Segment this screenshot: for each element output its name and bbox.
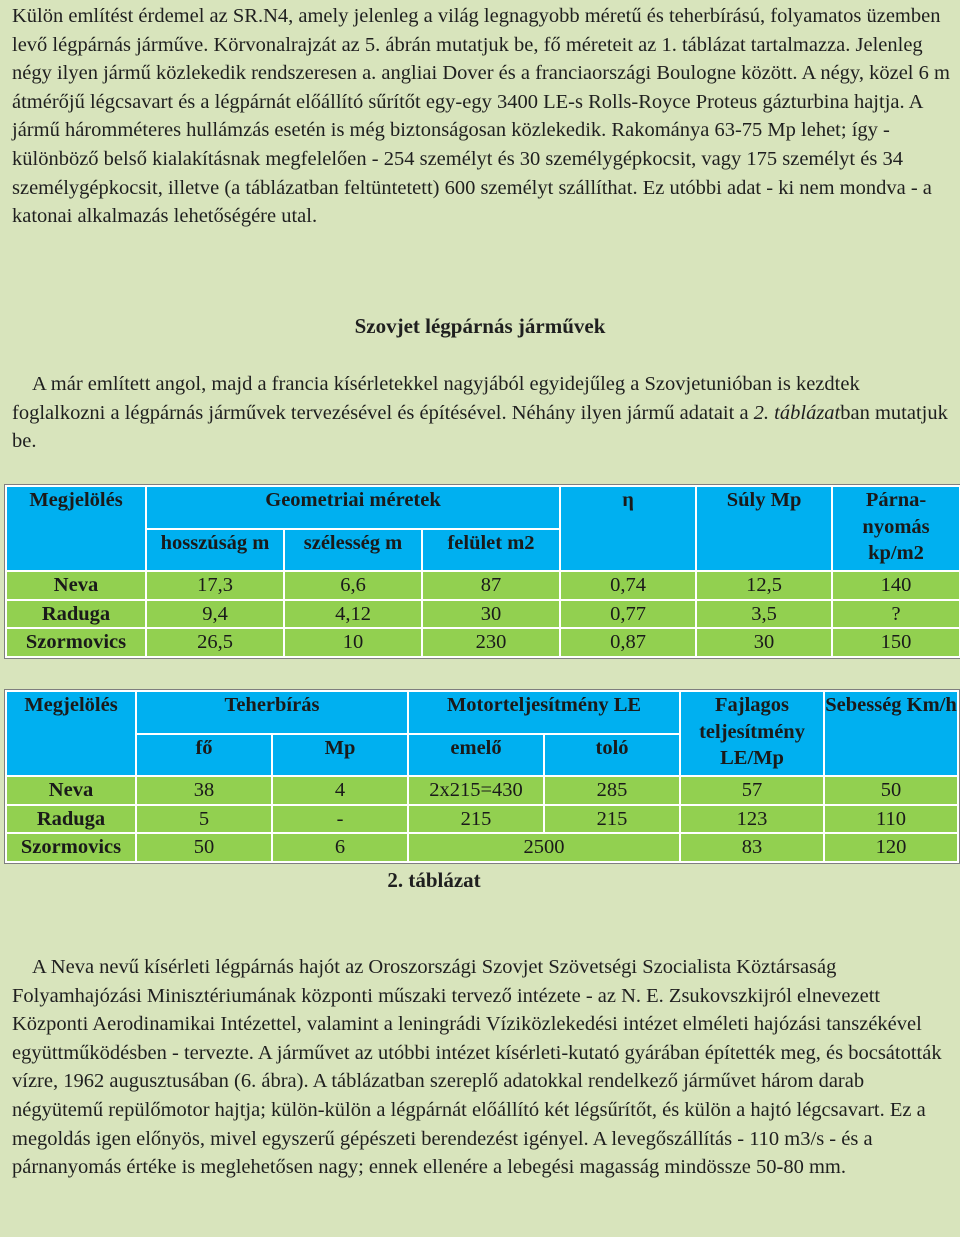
table-row	[7, 834, 957, 861]
cell-thrust: 285	[545, 777, 679, 804]
row-name: Raduga	[7, 806, 135, 833]
table-header-row	[7, 692, 957, 733]
closing-paragraph-text: A Neva nevű kísérleti légpárnás hajót az Oroszországi Szovjet Szövetségi Szocialista Köztársaság Folyamhajózási Minisztériumának központi műszaki tervező intézete - az N. E. Zsukovszkijról elnevezett Központi Aerodinamikai Intézettel, valamint a leningrádi Víziközlekedési intézet elméleti hajózási tanszékével együttműködésben - tervezte. A járművet az utóbbi intézet kísérleti-kutató gyárában építették meg, és bocsátották vízre, 1962 augusztusában (6. ábra). A táblázatban szereplő adatokkal rendelkező járművet három darab négyütemű repülőmotor hajtja; külön-külön a légpárnát előállító két légsűrítőt, és külön a hajtó légcsavart. Ez a megoldás igen előnyös, mivel egyszerű gépészeti berendezést igényel. A levegőszállítás - 110 m3/s - és a párnanyomás értéke is meglehetősen nagy; ennek ellenére a lebegési magasság mindössze 50-80 mm.	[12, 956, 942, 1179]
cell-specific-power: 123	[681, 806, 823, 833]
header-lift: emelő	[409, 735, 543, 776]
cell-thrust: 215	[545, 806, 679, 833]
table-row	[7, 777, 957, 804]
cell-area: 230	[423, 629, 559, 656]
cell-pressure: ?	[833, 601, 959, 628]
cell-length: 17,3	[147, 572, 283, 599]
cell-eta: 0,87	[561, 629, 695, 656]
header-engine-power: Motorteljesítmény LE	[409, 692, 679, 733]
header-area: felület m2	[423, 530, 559, 571]
header-cushion-pressure: Párna-nyomás kp/m2	[833, 487, 959, 570]
header-weight: Súly Mp	[697, 487, 831, 570]
cell-mp: -	[273, 806, 407, 833]
header-designation: Megjelölés	[7, 487, 145, 570]
cell-lift: 2x215=430	[409, 777, 543, 804]
cell-eta: 0,74	[561, 572, 695, 599]
cell-width: 10	[285, 629, 421, 656]
row-name: Neva	[7, 777, 135, 804]
section-paragraph	[12, 370, 950, 456]
geometry-table	[4, 484, 960, 659]
paragraph-text-before: A már említett angol, majd a francia kísérletekkel nagyjából egyidejűleg a Szovjetunióban is kezdtek foglalkozni a légpárnás járművek tervezésével és építésével. Néhány ilyen jármű adatait a	[12, 373, 860, 424]
header-capacity: Teherbírás	[137, 692, 407, 733]
header-mp: Mp	[273, 735, 407, 776]
cell-eta: 0,77	[561, 601, 695, 628]
header-specific-power: Fajlagos teljesítmény LE/Mp	[681, 692, 823, 775]
table-reference: 2. táblázat	[753, 401, 841, 424]
header-eta: η	[561, 487, 695, 570]
cell-speed: 50	[825, 777, 957, 804]
header-persons: fő	[137, 735, 271, 776]
cell-persons: 5	[137, 806, 271, 833]
cell-mp: 4	[273, 777, 407, 804]
section-heading: Szovjet légpárnás járművek	[354, 314, 606, 338]
cell-length: 26,5	[147, 629, 283, 656]
cell-speed: 110	[825, 806, 957, 833]
table-caption: 2. táblázat	[387, 868, 481, 892]
cell-specific-power: 83	[681, 834, 823, 861]
closing-paragraph	[12, 953, 950, 1182]
cell-area: 30	[423, 601, 559, 628]
paragraph-text-after: ban mutatjuk be.	[12, 401, 948, 453]
header-length: hosszúság m	[147, 530, 283, 571]
row-name: Neva	[7, 572, 145, 599]
cell-lift: 215	[409, 806, 543, 833]
cell-specific-power: 57	[681, 777, 823, 804]
row-name: Szormovics	[7, 834, 135, 861]
cell-pressure: 150	[833, 629, 959, 656]
cell-mp: 6	[273, 834, 407, 861]
cell-weight: 3,5	[697, 601, 831, 628]
cell-area: 87	[423, 572, 559, 599]
table-row	[7, 601, 959, 628]
table-header-row	[7, 487, 959, 528]
row-name: Szormovics	[7, 629, 145, 656]
cell-width: 4,12	[285, 601, 421, 628]
cell-width: 6,6	[285, 572, 421, 599]
header-width: szélesség m	[285, 530, 421, 571]
header-designation: Megjelölés	[7, 692, 135, 775]
row-name: Raduga	[7, 601, 145, 628]
cell-persons: 50	[137, 834, 271, 861]
cell-speed: 120	[825, 834, 957, 861]
cell-persons: 38	[137, 777, 271, 804]
cell-pressure: 140	[833, 572, 959, 599]
header-thrust: toló	[545, 735, 679, 776]
cell-weight: 12,5	[697, 572, 831, 599]
table-row	[7, 629, 959, 656]
cell-length: 9,4	[147, 601, 283, 628]
table-row	[7, 572, 959, 599]
cell-engine-total: 2500	[409, 834, 679, 861]
header-speed: Sebesség Km/h	[825, 692, 957, 775]
cell-weight: 30	[697, 629, 831, 656]
intro-paragraph: Külön említést érdemel az SR.N4, amely jelenleg a világ legnagyobb méretű és teherbírású, folyamatos üzemben levő légpárnás járműve. Körvonalrajzát az 5. ábrán mutatjuk be, fő méreteit az 1. táblázat tartalmazza. Jelenleg négy ilyen jármű közlekedik rendszeresen a. angliai Dover és a franciaországi Boulogne között. A négy, közel 6 m átmérőjű légcsavart és a légpárnát előállító sűrítőt egy-egy 3400 LE-s Rolls-Royce Proteus gázturbina hajtja. A jármű háromméteres hullámzás esetén is még biztonságosan közlekedik. Rakománya 63-75 Mp lehet; így - különböző belső kialakításnak megfelelően - 254 személyt és 30 személygépkocsit, vagy 175 személyt és 34 személygépkocsit, illetve (a táblázatban feltüntetett) 600 személyt szállíthat. Ez utóbbi adat - ki nem mondva - a katonai alkalmazás lehetőségére utal.	[12, 5, 950, 228]
performance-table	[4, 689, 960, 864]
table-row	[7, 806, 957, 833]
header-geometry: Geometriai méretek	[147, 487, 559, 528]
